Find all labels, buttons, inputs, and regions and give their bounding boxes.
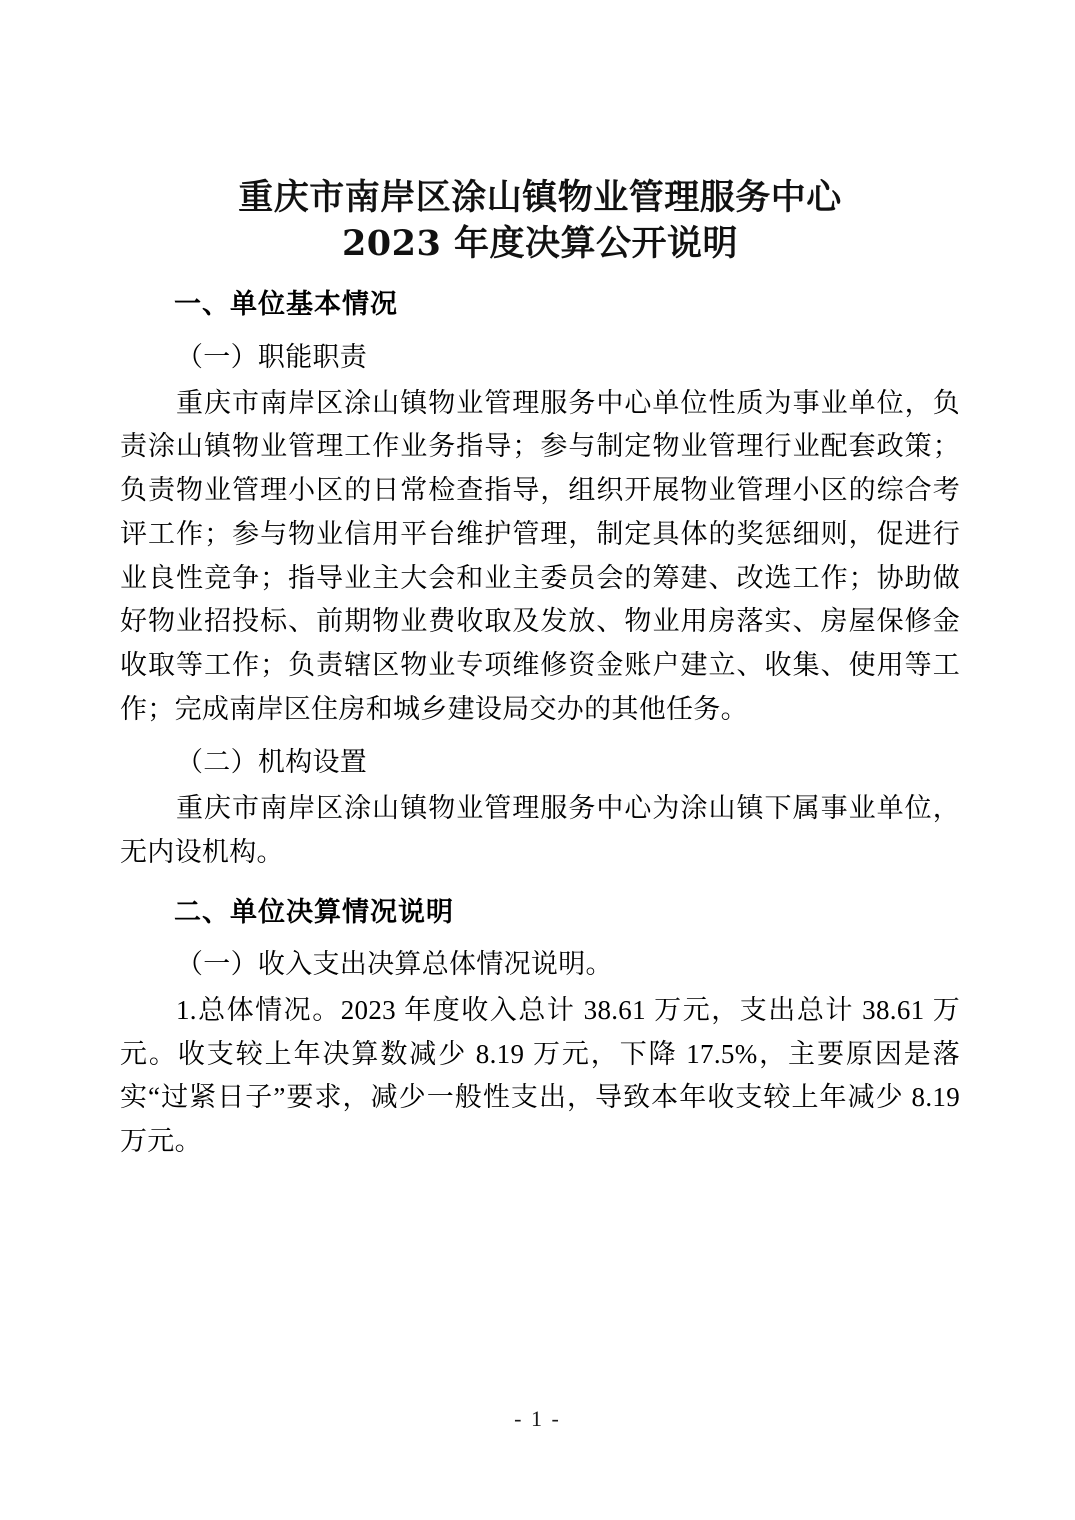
section-2-paragraph-1: 1.总体情况。2023 年度收入总计 38.61 万元，支出总计 38.61 万元。收支较上年决算数减少 8.19 万元，下降 17.5%，主要原因是落实“过紧日子”要求，减少一般性支出，导致本年收支较上年减少 8.19 万元。 [120, 994, 960, 1157]
document-body [120, 175, 960, 1166]
title-line-2: 2023 年度决算公开说明 [341, 223, 739, 265]
title-line-1: 重庆市南岸区涂山镇物业管理服务中心 [238, 177, 842, 218]
section-heading-2: 二、单位决算情况说明 [174, 896, 454, 928]
section-2-subheading-1: （一）收入支出决算总体情况说明。 [176, 949, 613, 980]
section-1-paragraph-2: 重庆市南岸区涂山镇物业管理服务中心为涂山镇下属事业单位，无内设机构。 [120, 793, 960, 867]
page-number: - 1 - [514, 1406, 561, 1431]
section-1-subheading-1: （一）职能职责 [176, 341, 368, 372]
page-title [120, 175, 960, 267]
section-1-paragraph-1: 重庆市南岸区涂山镇物业管理服务中心单位性质为事业单位，负责涂山镇物业管理工作业务指导；参与制定物业管理行业配套政策；负责物业管理小区的日常检查指导，组织开展物业管理小区的综合考评工作；参与物业信用平台维护管理，制定具体的奖惩细则，促进行业良性竞争；指导业主大会和业主委员会的筹建、改选工作；协助做好物业招投标、前期物业费收取及发放、物业用房落实、房屋保修金收取等工作；负责辖区物业专项维修资金账户建立、收集、使用等工作；完成南岸区住房和城乡建设局交办的其他任务。 [120, 387, 960, 724]
section-1-subheading-2: （二）机构设置 [176, 747, 368, 778]
section-heading-1: 一、单位基本情况 [174, 289, 398, 321]
